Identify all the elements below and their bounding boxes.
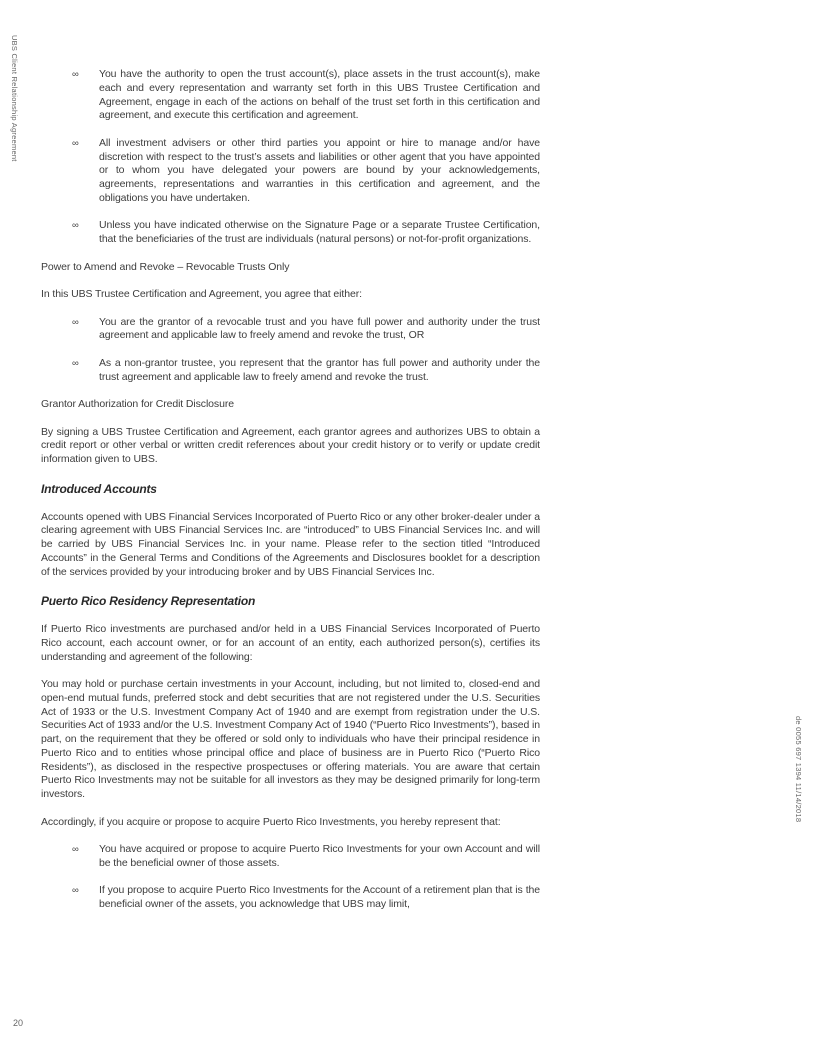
bullet-infinity-mark: ∞ bbox=[72, 220, 79, 232]
paragraph-puerto-rico-investments: You may hold or purchase certain investments in your Account, including, but not limited to, closed-end and open-end mutual funds, preferred stock and debt securities that are not registered under the U.S. Securities Act of 1933 or the U.S. Investment Company Act of 1940 and are exempt from registration under the U.S. Securities Act of 1933 and/or the U.S. Investment Company Act of 1940 (“Puerto Rico Investments”), based in part, on the requirement that they be offered or sold only to individuals who have their principal residence in Puerto Rico and to entities whose principal office and place of business are in Puerto Rico (“Puerto Rico Residents”), as disclosed in the respective prospectuses or offering materials. You are aware that certain Puerto Rico Investments may not be suitable for all investors as they may be designed primarily for long-term investors. bbox=[41, 678, 540, 800]
bullet-item bbox=[41, 68, 540, 123]
bullet-text: If you propose to acquire Puerto Rico Investments for the Account of a retirement plan that is the beneficial owner of the assets, you acknowledge that UBS may limit, bbox=[99, 884, 540, 910]
section-heading-introduced-accounts: Introduced Accounts bbox=[41, 481, 157, 496]
bullet-infinity-mark: ∞ bbox=[72, 69, 79, 80]
paragraph-accordingly-represent: Accordingly, if you acquire or propose to acquire Puerto Rico Investments, you hereby represent that: bbox=[41, 815, 501, 828]
bullet-text: Unless you have indicated otherwise on the Signature Page or a separate Trustee Certification, that the beneficiaries of the trust are individuals (natural persons) or not-for-profit organizations. bbox=[99, 219, 540, 245]
paragraph-agree-either: In this UBS Trustee Certification and Agreement, you agree that either: bbox=[41, 288, 362, 300]
bullet-infinity-mark: ∞ bbox=[72, 137, 79, 149]
document-body bbox=[41, 68, 540, 926]
bullet-text: You have the authority to open the trust account(s), place assets in the trust account(s), make each and every representation and warranty set forth in this UBS Trustee Certification and Agreement, engage in each of the actions on behalf of the trust set forth in this certification and agreement, and execute this certification and agreement. bbox=[99, 68, 540, 122]
left-margin-vertical-text: UBS Client Relationship Agreement bbox=[10, 35, 19, 162]
bullet-item bbox=[41, 137, 540, 206]
paragraph-power-to-amend: Power to Amend and Revoke – Revocable Trusts Only bbox=[41, 260, 290, 273]
bullet-infinity-mark: ∞ bbox=[72, 844, 79, 855]
bullet-infinity-mark: ∞ bbox=[72, 316, 79, 328]
page-number: 20 bbox=[13, 1018, 24, 1028]
paragraph-residency-certification: If Puerto Rico investments are purchased and/or held in a UBS Financial Services Incorporated of Puerto Rico account, each account owner, or for an account of an entity, each authorized person(s), certifies its understanding and agreement of the following: bbox=[41, 623, 540, 663]
bullet-text: You are the grantor of a revocable trust and you have full power and authority under the trust agreement and applicable law to freely amend and revoke the trust, OR bbox=[99, 315, 540, 342]
bullet-item bbox=[41, 357, 540, 385]
bullet-text: You have acquired or propose to acquire Puerto Rico Investments for your own Account and will be the beneficial owner of those assets. bbox=[99, 843, 540, 869]
bullet-text: As a non-grantor trustee, you represent that the grantor has full power and authority under the trust agreement and applicable law to freely amend and revoke the trust. bbox=[99, 356, 540, 383]
section-heading-puerto-rico-residency: Puerto Rico Residency Representation bbox=[41, 594, 256, 609]
right-margin-vertical-text: de 0055 697 1394 11/14/2018 bbox=[794, 716, 803, 823]
bullet-text: All investment advisers or other third parties you appoint or hire to manage and/or have discretion with respect to the trust’s assets and liabilities or other agent that you have appointed or to whom you have delegated your powers are bound by your acknowledgements, agreements, representations and warranties in this certification and agreement, and the obligations you have undertaken. bbox=[99, 136, 540, 204]
paragraph-grantor-authorization: Grantor Authorization for Credit Disclosure bbox=[41, 398, 234, 410]
bullet-item bbox=[41, 843, 540, 871]
bullet-infinity-mark: ∞ bbox=[72, 885, 79, 897]
bullet-item bbox=[41, 884, 540, 912]
paragraph-credit-disclosure: By signing a UBS Trustee Certification and Agreement, each grantor agrees and authorizes UBS to obtain a credit report or other verbal or written credit references about your credit history or to verify or update credit information given to UBS. bbox=[41, 425, 540, 465]
paragraph-introduced-accounts: Accounts opened with UBS Financial Services Incorporated of Puerto Rico or any other broker-dealer under a clearing agreement with UBS Financial Services Inc. are “introduced” to UBS Financial Services Inc. and will be carried by UBS Financial Services Inc. in your name. Please refer to the section titled “Introduced Accounts” in the General Terms and Conditions of the Agreements and Disclosures booklet for a description of the services provided by your introducing broker and by UBS Financial Services Inc. bbox=[41, 510, 540, 578]
bullet-infinity-mark: ∞ bbox=[72, 357, 79, 369]
bullet-item bbox=[41, 219, 540, 247]
bullet-item bbox=[41, 316, 540, 344]
